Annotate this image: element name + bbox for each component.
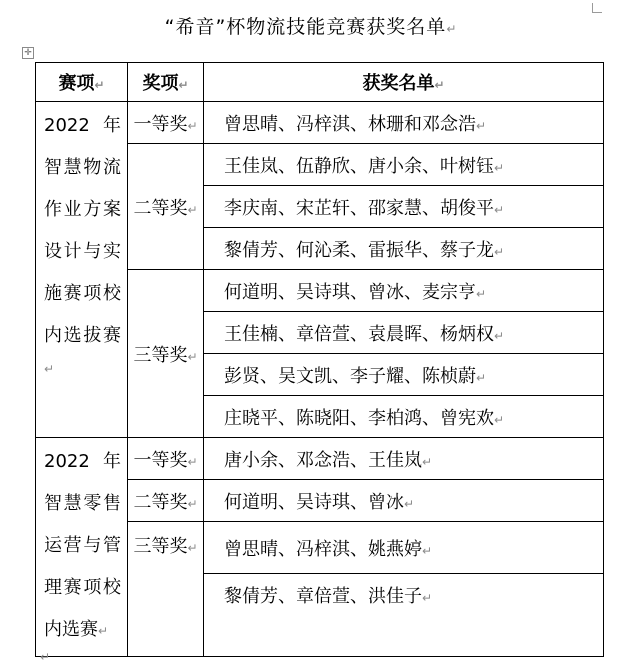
table-move-handle-icon[interactable]: ✛ [22, 47, 34, 59]
header-event: 赛项↵ [36, 63, 128, 102]
header-award: 奖项↵ [128, 63, 204, 102]
table-row [36, 102, 604, 144]
names-cell: 何道明、吴诗琪、曾冰、麦宗亨↵ [204, 270, 604, 312]
event-cell-2 [36, 438, 128, 657]
event-cell-1 [36, 102, 128, 438]
event-line: 2022 年 [44, 115, 121, 136]
names-cell: 曾思晴、冯梓淇、姚燕婷↵ [204, 522, 604, 574]
names-cell: 庄晓平、陈晓阳、李柏鸿、曾宪欢↵ [204, 396, 604, 438]
event-line: 设计与实 [44, 241, 121, 262]
names-cell: 李庆南、宋芷轩、邵家慧、胡俊平↵ [204, 186, 604, 228]
event-line: 运营与管 [44, 535, 121, 556]
awards-table [35, 62, 604, 657]
names-cell: 彭贤、吴文凯、李子耀、陈桢蔚↵ [204, 354, 604, 396]
event-line: 2022 年 [44, 451, 121, 472]
title-text: “希音”杯物流技能竞赛获奖名单 [164, 16, 447, 38]
table-header-row [36, 63, 604, 102]
table-row [36, 438, 604, 480]
names-cell: 唐小余、邓念浩、王佳岚↵ [204, 438, 604, 480]
names-cell: 王佳岚、伍静欣、唐小余、叶树钰↵ [204, 144, 604, 186]
names-cell: 黎倩芳、章倍萱、洪佳子↵ [204, 574, 604, 657]
event-line: 内选赛↵ [44, 619, 109, 640]
names-cell: 曾思晴、冯梓淇、林珊和邓念浩↵ [204, 102, 604, 144]
document-title: “希音”杯物流技能竞赛获奖名单↵ [164, 16, 458, 38]
header-names: 获奖名单↵ [204, 63, 604, 102]
award-cell: 二等奖↵ [128, 144, 204, 270]
event-line: 智慧物流 [44, 157, 121, 178]
award-cell: 三等奖↵ [128, 270, 204, 438]
award-cell: 三等奖↵ [128, 522, 204, 657]
event-line: 施赛项校 [44, 283, 121, 304]
paragraph-mark-icon: ↵ [40, 650, 51, 664]
event-line: 作业方案 [44, 199, 121, 220]
event-line: 理赛项校 [44, 577, 121, 598]
event-line: 内选拔赛↵ [44, 325, 121, 376]
names-cell: 王佳楠、章倍萱、袁晨晖、杨炳权↵ [204, 312, 604, 354]
award-cell: 一等奖↵ [128, 102, 204, 144]
names-cell: 黎倩芳、何沁柔、雷振华、蔡子龙↵ [204, 228, 604, 270]
names-cell: 何道明、吴诗琪、曾冰↵ [204, 480, 604, 522]
award-cell: 二等奖↵ [128, 480, 204, 522]
event-line: 智慧零售 [44, 493, 121, 514]
award-cell: 一等奖↵ [128, 438, 204, 480]
